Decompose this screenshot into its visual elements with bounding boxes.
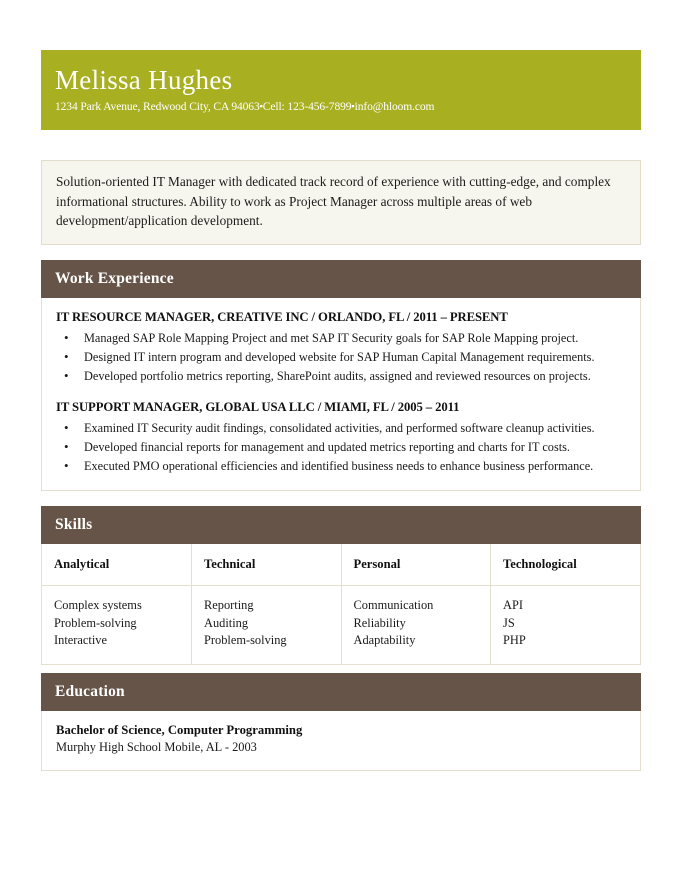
section-title: Education — [55, 683, 125, 701]
skill-item: Interactive — [54, 633, 107, 648]
resume-header — [41, 50, 641, 130]
contact-line — [55, 101, 627, 115]
skill-item: PHP — [503, 633, 526, 648]
section-header-education — [41, 673, 641, 711]
section-header-skills — [41, 506, 641, 544]
candidate-name: Melissa Hughes — [55, 65, 233, 95]
job-entry — [56, 400, 626, 476]
skill-item: Problem-solving — [204, 633, 287, 648]
professional-summary-box — [41, 160, 641, 245]
job-title: IT RESOURCE MANAGER, CREATIVE INC / ORLANDO, FL / 2011 – PRESENT — [56, 309, 508, 324]
table-header-row — [42, 544, 640, 586]
column-header-technical: Technical — [192, 544, 342, 586]
skill-item: API — [503, 597, 523, 612]
skills-cell-analytical — [42, 585, 192, 664]
contact-address: 1234 Park Avenue, Redwood City, CA 94063 — [55, 101, 260, 114]
skills-cell-technical — [192, 585, 342, 664]
skill-item: Adaptability — [353, 633, 416, 648]
contact-phone: Cell: 123-456-7899 — [262, 101, 352, 114]
skills-table — [42, 544, 640, 664]
skills-content — [41, 544, 641, 665]
skills-cell-personal — [341, 585, 491, 664]
job-title: IT SUPPORT MANAGER, GLOBAL USA LLC / MIAMI, FL / 2005 – 2011 — [56, 399, 460, 414]
column-header-personal: Personal — [341, 544, 491, 586]
summary-text: Solution-oriented IT Manager with dedicated track record of experience with cutting-edge, and complex informational structures. Ability to work as Project Manager across multiple areas of web development/application development. — [56, 174, 611, 229]
section-title: Skills — [55, 515, 93, 533]
job-bullet-list — [56, 419, 626, 476]
skill-item: Auditing — [204, 615, 249, 630]
job-entry — [56, 310, 626, 386]
education-content — [41, 711, 641, 771]
skill-item: Reliability — [353, 615, 406, 630]
skill-item: JS — [503, 615, 515, 630]
list-item: • Designed IT intern program and developed website for SAP Human Capital Management requirements. — [56, 348, 626, 367]
work-experience-content — [41, 298, 641, 491]
skill-item: Communication — [353, 597, 434, 612]
education-school: Murphy High School Mobile, AL - 2003 — [56, 740, 257, 755]
list-item: • Developed portfolio metrics reporting, SharePoint audits, assigned and reviewed resources on projects. — [56, 367, 626, 386]
table-row — [42, 585, 640, 664]
list-item: • Managed SAP Role Mapping Project and met SAP IT Security goals for SAP Role Mapping project. — [56, 329, 626, 348]
skill-item: Reporting — [204, 597, 254, 612]
skill-item: Problem-solving — [54, 615, 137, 630]
column-header-analytical: Analytical — [42, 544, 192, 586]
job-bullet-list — [56, 329, 626, 386]
section-header-work-experience — [41, 260, 641, 298]
section-title: Work Experience — [55, 269, 174, 287]
skill-item: Complex systems — [54, 597, 142, 612]
list-item: • Developed financial reports for management and updated metrics reporting and charts for IT costs. — [56, 438, 626, 457]
column-header-technological: Technological — [491, 544, 641, 586]
list-item: • Examined IT Security audit findings, consolidated activities, and performed software cleanup activities. — [56, 419, 626, 438]
education-degree: Bachelor of Science, Computer Programming — [56, 723, 303, 738]
skills-cell-technological — [491, 585, 641, 664]
separator-square-icon: ▪ — [259, 101, 263, 112]
contact-email[interactable]: info@hloom.com — [354, 101, 435, 114]
separator-square-icon: ▪ — [351, 101, 355, 112]
list-item: • Executed PMO operational efficiencies and identified business needs to enhance business performance. — [56, 457, 626, 476]
resume-document — [41, 50, 641, 771]
